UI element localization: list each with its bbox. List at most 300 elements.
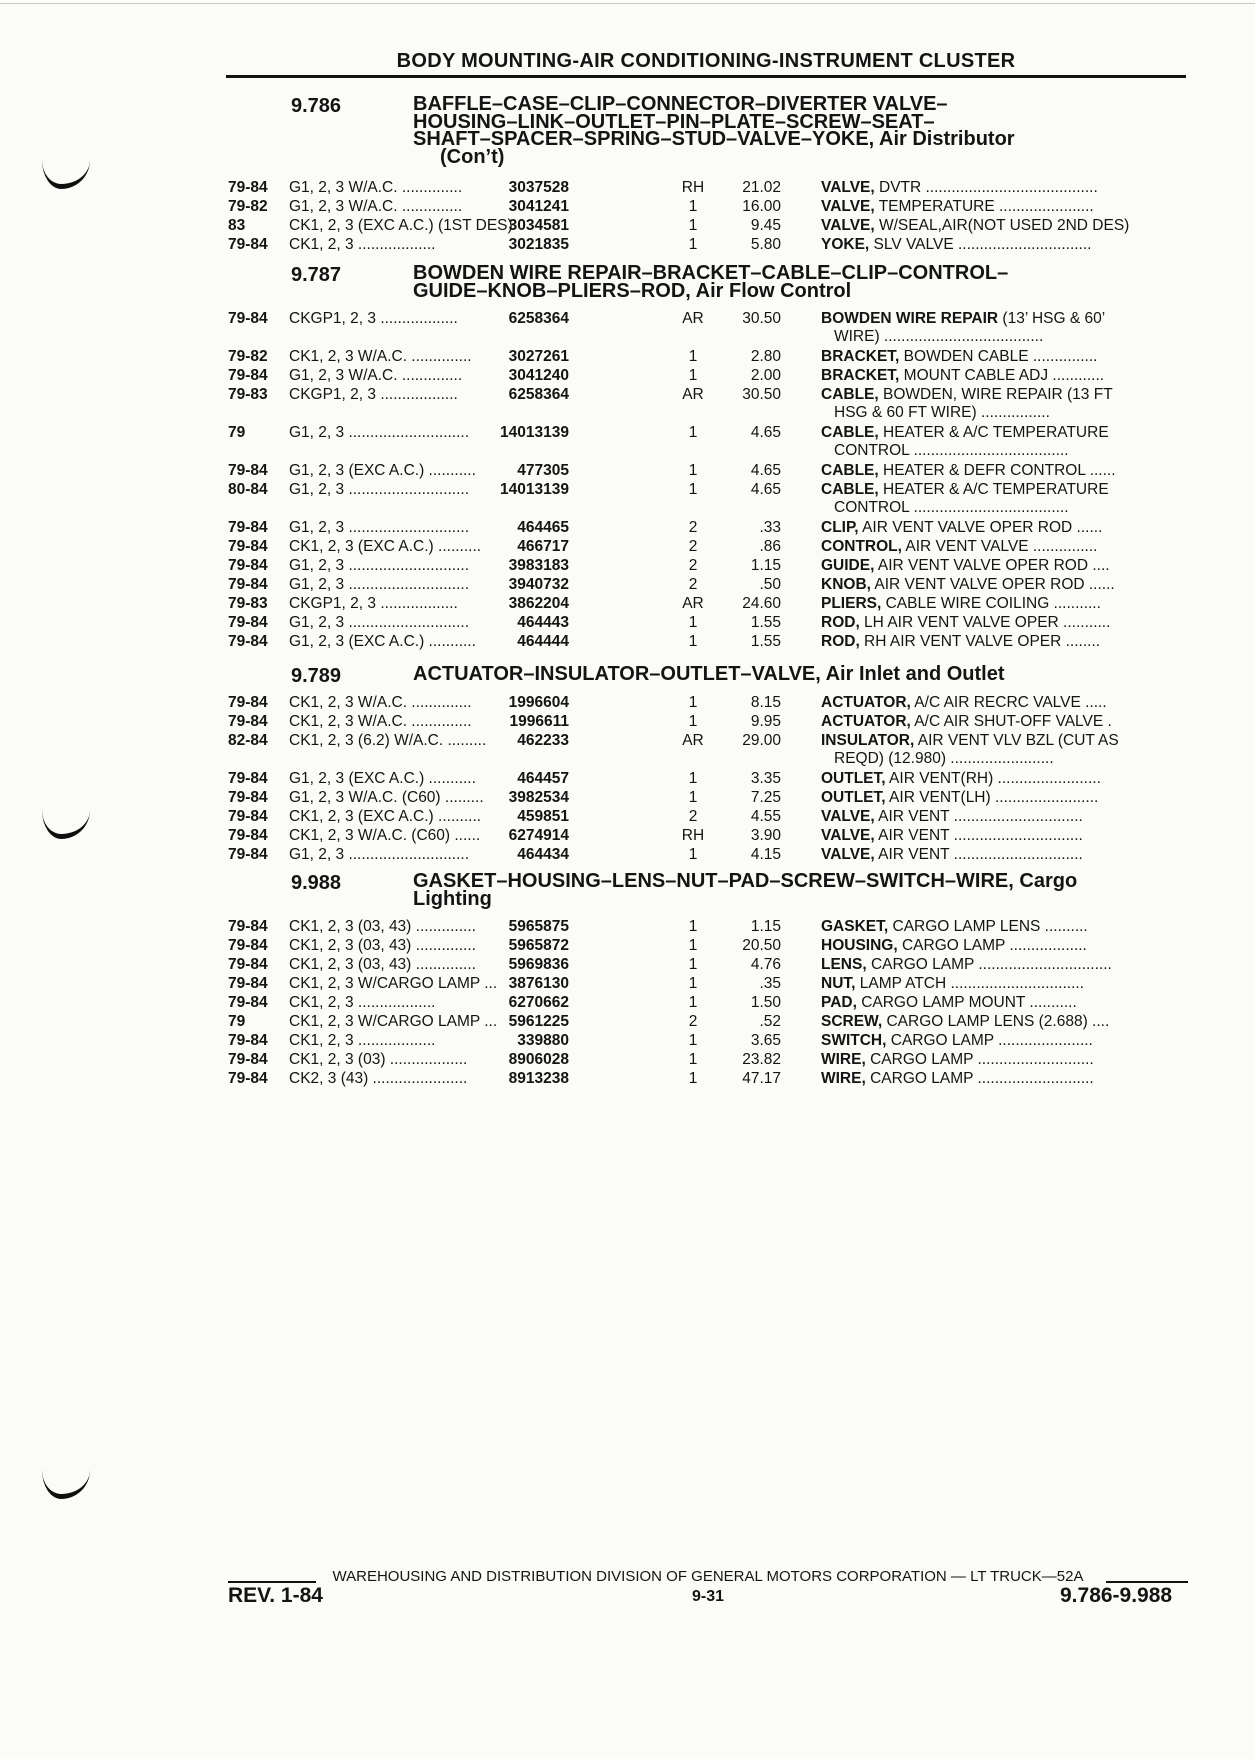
part-detail: A/C AIR RECRC VALVE .....: [910, 694, 1107, 711]
part-description: [821, 614, 1201, 632]
part-name: VALVE,: [821, 827, 875, 844]
part-detail: AIR VENT ..............................: [874, 808, 1083, 825]
part-detail: BOWDEN, WIRE REPAIR (13 FT: [878, 386, 1113, 403]
model-applicability: CK1, 2, 3 W/CARGO LAMP ...: [289, 1013, 498, 1030]
model-applicability: G1, 2, 3 (EXC A.C.) ...........: [289, 770, 476, 787]
part-row: [228, 694, 1188, 713]
part-name: BOWDEN WIRE REPAIR: [821, 310, 999, 327]
part-detail: CARGO LAMP ......................: [886, 1032, 1093, 1049]
model-applicability: G1, 2, 3 (EXC A.C.) ...........: [289, 462, 476, 479]
model-applicability: CKGP1, 2, 3 ..................: [289, 595, 458, 612]
quantity: 1: [688, 789, 698, 806]
price: 30.50: [742, 386, 781, 403]
part-detail: CARGO LAMP ...........................: [865, 1070, 1094, 1087]
part-detail: AIR VENT VALVE OPER ROD ....: [874, 557, 1110, 574]
part-detail: W/SEAL,AIR(NOT USED 2ND DES): [874, 217, 1130, 234]
part-row: [228, 348, 1188, 367]
part-detail: CARGO LAMP ..................: [897, 937, 1087, 954]
price: 4.15: [750, 846, 781, 863]
part-number: 5961225: [508, 1013, 569, 1030]
section-number: 9.787: [291, 264, 342, 286]
part-name: CABLE,: [821, 424, 879, 441]
part-description: [821, 217, 1201, 235]
quantity: 1: [688, 367, 698, 384]
part-name: VALVE,: [821, 217, 875, 234]
part-description: [821, 633, 1201, 651]
part-description: [821, 918, 1201, 936]
model-year: 79-84: [228, 846, 268, 863]
model-year: 79-84: [228, 994, 268, 1011]
quantity: 1: [688, 713, 698, 730]
quantity: AR: [682, 386, 704, 403]
model-year: 79-84: [228, 827, 268, 844]
part-description: [821, 713, 1201, 731]
part-description: [821, 179, 1201, 197]
model-year: 79-82: [228, 348, 268, 365]
part-description: [821, 1051, 1201, 1069]
model-year: 79-84: [228, 614, 268, 631]
part-description: [821, 975, 1201, 993]
part-description-continued: CONTROL ....................................: [834, 442, 1069, 459]
model-year: 79-83: [228, 595, 268, 612]
price: 21.02: [742, 179, 781, 196]
binder-hole-mark: [42, 1470, 90, 1499]
part-row: [228, 198, 1188, 217]
part-description: [821, 386, 1201, 404]
model-year: 79-84: [228, 519, 268, 536]
part-description: [821, 367, 1201, 385]
part-row: [228, 994, 1188, 1013]
price: 1.15: [750, 918, 781, 935]
part-number: 462233: [517, 732, 569, 749]
model-applicability: CK1, 2, 3 (EXC A.C.) ..........: [289, 538, 482, 555]
part-detail: HEATER & A/C TEMPERATURE: [878, 481, 1109, 498]
model-applicability: G1, 2, 3 W/A.C. (C60) .........: [289, 789, 484, 806]
model-year: 79-84: [228, 694, 268, 711]
part-detail: A/C AIR SHUT-OFF VALVE .: [910, 713, 1112, 730]
model-applicability: CK1, 2, 3 (03, 43) ..............: [289, 956, 476, 973]
model-year: 79-82: [228, 198, 268, 215]
price: 47.17: [742, 1070, 781, 1087]
section-number: 9.786: [291, 95, 342, 117]
part-number: 3027261: [508, 348, 569, 365]
part-description: [821, 789, 1201, 807]
part-name: ROD,: [821, 633, 860, 650]
part-description-continued: CONTROL ....................................: [834, 499, 1069, 516]
model-year: 79-84: [228, 770, 268, 787]
model-year: 80-84: [228, 481, 268, 498]
part-name: BRACKET,: [821, 348, 900, 365]
quantity: RH: [681, 179, 705, 196]
part-number: 5969836: [508, 956, 569, 973]
price: 7.25: [750, 789, 781, 806]
part-detail: LAMP ATCH ...............................: [855, 975, 1084, 992]
model-year: 79-84: [228, 975, 268, 992]
price: 23.82: [742, 1051, 781, 1068]
part-row: [228, 236, 1188, 255]
model-year: 79-84: [228, 462, 268, 479]
model-year: 79-84: [228, 789, 268, 806]
part-description: [821, 1013, 1201, 1031]
part-description-continued: HSG & 60 FT WIRE) ................: [834, 404, 1050, 421]
model-year: 79-84: [228, 236, 268, 253]
part-detail: LH AIR VENT VALVE OPER ...........: [859, 614, 1111, 631]
model-applicability: G1, 2, 3 ............................: [289, 481, 470, 498]
price: 29.00: [742, 732, 781, 749]
quantity: 1: [688, 1032, 698, 1049]
price: 30.50: [742, 310, 781, 327]
part-description-continued: REQD) (12.980) ........................: [834, 750, 1054, 767]
model-year: 79-84: [228, 557, 268, 574]
price: .33: [759, 519, 781, 536]
model-applicability: G1, 2, 3 ............................: [289, 557, 470, 574]
part-detail: AIR VENT(RH) ........................: [885, 770, 1101, 787]
part-detail: MOUNT CABLE ADJ ............: [899, 367, 1105, 384]
binder-hole-mark: [42, 810, 90, 839]
part-description: [821, 827, 1201, 845]
footer-page-number: 9-31: [692, 1588, 725, 1605]
part-detail: HEATER & DEFR CONTROL ......: [878, 462, 1116, 479]
part-description: [821, 937, 1201, 955]
part-number: 3021835: [508, 236, 569, 253]
model-applicability: CK1, 2, 3 W/A.C. (C60) ......: [289, 827, 481, 844]
part-row: [228, 808, 1188, 827]
part-number: 5965872: [508, 937, 569, 954]
part-name: NUT,: [821, 975, 856, 992]
model-year: 79: [228, 424, 246, 441]
section-title-line: SHAFT–SPACER–SPRING–STUD–VALVE–YOKE, Air Distributor: [413, 128, 1015, 150]
part-detail: CARGO LAMP ...............................: [866, 956, 1112, 973]
part-detail: HEATER & A/C TEMPERATURE: [878, 424, 1109, 441]
part-number: 3876130: [508, 975, 569, 992]
price: 4.65: [750, 424, 781, 441]
price: 1.55: [750, 633, 781, 650]
part-name: GUIDE,: [821, 557, 875, 574]
part-number: 3862204: [508, 595, 569, 612]
price: 8.15: [750, 694, 781, 711]
part-row: [228, 367, 1188, 386]
part-number: 6274914: [508, 827, 569, 844]
quantity: 1: [688, 614, 698, 631]
model-applicability: G1, 2, 3 ............................: [289, 519, 470, 536]
price: .52: [759, 1013, 781, 1030]
part-name: VALVE,: [821, 198, 875, 215]
part-description: [821, 770, 1201, 788]
part-row: [228, 179, 1188, 198]
part-number: 3982534: [508, 789, 569, 806]
quantity: 2: [688, 576, 698, 593]
model-applicability: G1, 2, 3 ............................: [289, 424, 470, 441]
part-description: [821, 808, 1201, 826]
model-applicability: CK1, 2, 3 W/A.C. ..............: [289, 713, 472, 730]
price: 24.60: [742, 595, 781, 612]
footer-section-range: 9.786-9.988: [1060, 1584, 1173, 1607]
price: 2.80: [750, 348, 781, 365]
price: 3.65: [750, 1032, 781, 1049]
part-number: 6258364: [508, 386, 569, 403]
quantity: 2: [688, 519, 698, 536]
quantity: 1: [688, 462, 698, 479]
quantity: AR: [682, 732, 704, 749]
part-name: INSULATOR,: [821, 732, 915, 749]
model-year: 79-84: [228, 956, 268, 973]
model-applicability: CK1, 2, 3 (EXC A.C.) (1ST DES): [289, 217, 513, 234]
price: 20.50: [742, 937, 781, 954]
quantity: 2: [688, 557, 698, 574]
part-description: [821, 424, 1201, 442]
model-applicability: CK1, 2, 3 ..................: [289, 236, 436, 253]
part-detail: BOWDEN CABLE ...............: [899, 348, 1098, 365]
part-row: [228, 956, 1188, 975]
part-number: 464457: [517, 770, 569, 787]
price: .86: [759, 538, 781, 555]
part-name: ACTUATOR,: [821, 694, 911, 711]
part-description: [821, 538, 1201, 556]
quantity: 1: [688, 633, 698, 650]
model-year: 79-84: [228, 918, 268, 935]
part-name: CONTROL,: [821, 538, 902, 555]
section-number: 9.988: [291, 872, 342, 894]
quantity: 1: [688, 956, 698, 973]
model-year: 79-84: [228, 713, 268, 730]
model-applicability: CK1, 2, 3 ..................: [289, 1032, 436, 1049]
part-row: [228, 519, 1188, 538]
part-name: WIRE,: [821, 1051, 866, 1068]
part-row: [228, 217, 1188, 236]
model-applicability: CK1, 2, 3 W/A.C. ..............: [289, 348, 472, 365]
part-description: [821, 236, 1201, 254]
price: 9.45: [750, 217, 781, 234]
part-detail: CARGO LAMP LENS ..........: [888, 918, 1088, 935]
price: 16.00: [742, 198, 781, 215]
part-row: [228, 481, 1188, 500]
binder-hole-mark: [42, 160, 90, 189]
model-year: 79-84: [228, 179, 268, 196]
model-year: 79-84: [228, 1070, 268, 1087]
price: .50: [759, 576, 781, 593]
footer-division: WAREHOUSING AND DISTRIBUTION DIVISION OF GENERAL MOTORS CORPORATION — LT TRUCK—52A: [332, 1568, 1084, 1585]
part-row: [228, 918, 1188, 937]
part-name: OUTLET,: [821, 770, 886, 787]
price: 3.35: [750, 770, 781, 787]
part-name: VALVE,: [821, 846, 875, 863]
part-row: [228, 789, 1188, 808]
quantity: 1: [688, 481, 698, 498]
quantity: AR: [682, 310, 704, 327]
part-name: CLIP,: [821, 519, 859, 536]
part-detail: RH AIR VENT VALVE OPER ........: [859, 633, 1101, 650]
model-year: 79-84: [228, 310, 268, 327]
part-description: [821, 1032, 1201, 1050]
quantity: RH: [681, 827, 705, 844]
part-row: [228, 576, 1188, 595]
part-number: 1996604: [508, 694, 569, 711]
model-applicability: G1, 2, 3 W/A.C. ..............: [289, 198, 463, 215]
quantity: 1: [688, 975, 698, 992]
part-name: VALVE,: [821, 179, 875, 196]
price: 1.55: [750, 614, 781, 631]
part-row: [228, 846, 1188, 865]
quantity: 1: [688, 694, 698, 711]
price: .35: [759, 975, 781, 992]
model-applicability: CKGP1, 2, 3 ..................: [289, 310, 458, 327]
part-detail: AIR VENT VLV BZL (CUT AS: [914, 732, 1119, 749]
part-number: 5965875: [508, 918, 569, 935]
model-year: 79-84: [228, 538, 268, 555]
section-title-line: Lighting: [413, 887, 492, 910]
model-applicability: CK1, 2, 3 (03) ..................: [289, 1051, 468, 1068]
model-applicability: CKGP1, 2, 3 ..................: [289, 386, 458, 403]
part-detail: CARGO LAMP MOUNT ...........: [856, 994, 1077, 1011]
price: 9.95: [750, 713, 781, 730]
part-row: [228, 1070, 1188, 1089]
model-year: 79: [228, 1013, 246, 1030]
part-detail: DVTR ........................................: [874, 179, 1098, 196]
part-name: VALVE,: [821, 808, 875, 825]
price: 4.65: [750, 462, 781, 479]
quantity: 1: [688, 918, 698, 935]
part-detail: AIR VENT VALVE ...............: [901, 538, 1098, 555]
header-rule: [226, 75, 1186, 78]
part-row: [228, 462, 1188, 481]
model-applicability: CK2, 3 (43) ......................: [289, 1070, 468, 1087]
section-title-line: BOWDEN WIRE REPAIR–BRACKET–CABLE–CLIP–CONTROL–: [413, 262, 1009, 284]
part-name: ROD,: [821, 614, 860, 631]
model-applicability: G1, 2, 3 ............................: [289, 576, 470, 593]
model-applicability: CK1, 2, 3 W/A.C. ..............: [289, 694, 472, 711]
part-description: [821, 310, 1201, 328]
part-name: CABLE,: [821, 386, 879, 403]
quantity: 1: [688, 1051, 698, 1068]
part-detail: SLV VALVE ...............................: [869, 236, 1092, 253]
model-year: 83: [228, 217, 246, 234]
section-title-line: HOUSING–LINK–OUTLET–PIN–PLATE–SCREW–SEAT–: [413, 110, 935, 133]
price: 4.76: [750, 956, 781, 973]
part-number: 477305: [517, 462, 569, 479]
model-applicability: CK1, 2, 3 ..................: [289, 994, 436, 1011]
quantity: 1: [688, 198, 698, 215]
model-year: 79-83: [228, 386, 268, 403]
part-detail: CABLE WIRE COILING ...........: [881, 595, 1101, 612]
part-row: [228, 1013, 1188, 1032]
part-name: CABLE,: [821, 462, 879, 479]
part-description: [821, 557, 1201, 575]
part-description: [821, 198, 1201, 216]
footer-rule-left: [228, 1581, 316, 1583]
part-number: 3041240: [508, 367, 569, 384]
part-detail: AIR VENT ..............................: [874, 846, 1083, 863]
model-applicability: CK1, 2, 3 (03, 43) ..............: [289, 937, 476, 954]
footer-rule-right: [1106, 1581, 1188, 1583]
part-description: [821, 519, 1201, 537]
part-number: 464444: [517, 633, 569, 650]
part-name: SWITCH,: [821, 1032, 887, 1049]
quantity: 2: [688, 808, 698, 825]
part-number: 6258364: [508, 310, 569, 327]
price: 1.15: [750, 557, 781, 574]
part-description-continued: WIRE) .....................................: [834, 328, 1044, 345]
section-title-line: BAFFLE–CASE–CLIP–CONNECTOR–DIVERTER VALVE–: [413, 93, 948, 115]
part-name: PAD,: [821, 994, 857, 1011]
part-number: 3041241: [508, 198, 569, 215]
part-description: [821, 956, 1201, 974]
part-description: [821, 576, 1201, 594]
part-number: 1996611: [509, 713, 569, 730]
part-row: [228, 937, 1188, 956]
part-row: [228, 770, 1188, 789]
section-title-line: GASKET–HOUSING–LENS–NUT–PAD–SCREW–SWITCH–WIRE, Cargo: [413, 870, 1078, 892]
part-name: GASKET,: [821, 918, 889, 935]
price: 3.90: [750, 827, 781, 844]
part-detail: AIR VENT VALVE OPER ROD ......: [870, 576, 1115, 593]
part-detail: CARGO LAMP LENS (2.688) ....: [882, 1013, 1110, 1030]
part-name: WIRE,: [821, 1070, 866, 1087]
part-name: LENS,: [821, 956, 867, 973]
quantity: 1: [688, 217, 698, 234]
part-number: 3940732: [508, 576, 569, 593]
part-row: [228, 386, 1188, 405]
part-name: HOUSING,: [821, 937, 898, 954]
part-detail: AIR VENT(LH) ........................: [885, 789, 1099, 806]
model-applicability: G1, 2, 3 W/A.C. ..............: [289, 179, 463, 196]
part-number: 339880: [517, 1032, 569, 1049]
part-row: [228, 633, 1188, 652]
price: 4.55: [750, 808, 781, 825]
part-number: 3034581: [508, 217, 569, 234]
model-year: 79-84: [228, 633, 268, 650]
model-applicability: G1, 2, 3 W/A.C. ..............: [289, 367, 463, 384]
part-detail: (13’ HSG & 60’: [998, 310, 1106, 327]
part-description: [821, 994, 1201, 1012]
part-description: [821, 732, 1201, 750]
part-row: [228, 614, 1188, 633]
part-description: [821, 694, 1201, 712]
model-year: 79-84: [228, 937, 268, 954]
section-number: 9.789: [291, 665, 342, 687]
model-applicability: CK1, 2, 3 (EXC A.C.) ..........: [289, 808, 482, 825]
part-row: [228, 975, 1188, 994]
part-number: 464465: [517, 519, 569, 536]
model-year: 79-84: [228, 576, 268, 593]
part-detail: AIR VENT ..............................: [874, 827, 1083, 844]
part-detail: AIR VENT VALVE OPER ROD ......: [858, 519, 1103, 536]
quantity: 1: [688, 770, 698, 787]
part-number: 464434: [517, 846, 569, 863]
part-row: [228, 732, 1188, 751]
part-number: 6270662: [508, 994, 569, 1011]
part-description: [821, 348, 1201, 366]
part-number: 3037528: [508, 179, 569, 196]
quantity: 1: [688, 937, 698, 954]
model-year: 79-84: [228, 367, 268, 384]
model-applicability: G1, 2, 3 (EXC A.C.) ...........: [289, 633, 476, 650]
price: 5.80: [750, 236, 781, 253]
part-row: [228, 1032, 1188, 1051]
part-description: [821, 1070, 1201, 1088]
quantity: 1: [688, 846, 698, 863]
part-detail: CARGO LAMP ...........................: [865, 1051, 1094, 1068]
quantity: 1: [688, 994, 698, 1011]
price: 1.50: [750, 994, 781, 1011]
part-row: [228, 538, 1188, 557]
part-row: [228, 310, 1188, 329]
part-row: [228, 1051, 1188, 1070]
section-title-line: ACTUATOR–INSULATOR–OUTLET–VALVE, Air Inlet and Outlet: [413, 663, 1005, 685]
part-row: [228, 557, 1188, 576]
quantity: 1: [688, 348, 698, 365]
part-name: BRACKET,: [821, 367, 900, 384]
part-name: SCREW,: [821, 1013, 883, 1030]
